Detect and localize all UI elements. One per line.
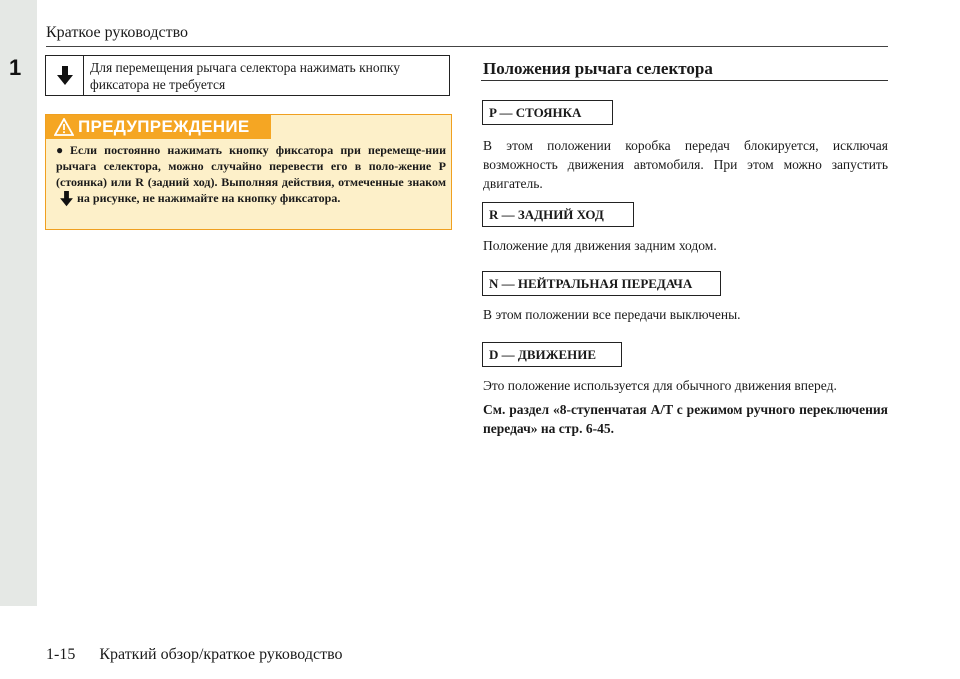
position-description-p: В этом положении коробка передач блокируется, исключая возможность движения автомобиля. При этом можно запустить двигатель. [483, 138, 888, 191]
down-arrow-icon [60, 191, 73, 207]
note-box [45, 55, 450, 96]
position-label-p: P — СТОЯНКА [482, 100, 613, 125]
position-label-d: D — ДВИЖЕНИЕ [482, 342, 622, 367]
note-icon-cell [46, 56, 84, 95]
chapter-number: 1 [9, 55, 22, 80]
chapter-side-tab [0, 0, 37, 606]
warning-box [45, 114, 452, 230]
page-number: 1-15 [46, 646, 76, 663]
position-description-n: В этом положении все передачи выключены. [483, 307, 741, 322]
note-text: Для перемещения рычага селектора нажимать кнопку фиксатора не требуется [90, 60, 400, 92]
position-label-n: N — НЕЙТРАЛЬНАЯ ПЕРЕДАЧА [482, 271, 721, 296]
section-rule [481, 80, 888, 81]
warning-title: ПРЕДУПРЕЖДЕНИЕ [78, 117, 250, 136]
position-label-r: R — ЗАДНИЙ ХОД [482, 202, 634, 227]
position-description-d: Это положение используется для обычного движения вперед. [483, 378, 837, 393]
bullet-icon: ● [56, 143, 64, 157]
warning-triangle-icon [54, 118, 74, 136]
warning-text-part2: на рисунке, не нажимайте на кнопку фиксатора. [77, 191, 341, 205]
section-title: Положения рычага селектора [483, 59, 713, 78]
reference-text: См. раздел «8-ступенчатая A/T с режимом ручного переключения передач» на стр. 6-45. [483, 402, 888, 436]
page-footer [46, 646, 343, 664]
warning-text [56, 142, 446, 207]
down-arrow-icon [57, 66, 73, 86]
position-description-r: Положение для движения задним ходом. [483, 238, 717, 253]
warning-header [46, 115, 271, 139]
running-head: Краткое руководство [46, 24, 189, 41]
header-rule [46, 46, 888, 47]
footer-title: Краткий обзор/краткое руководство [99, 646, 343, 663]
warning-text-part1: Если постоянно нажимать кнопку фиксатора при перемеще-нии рычага селектора, можно случайно перевести его в поло-жение P (стоянка) или R (задний ход). Выполняя действия, отмеченные знаком [56, 143, 446, 189]
